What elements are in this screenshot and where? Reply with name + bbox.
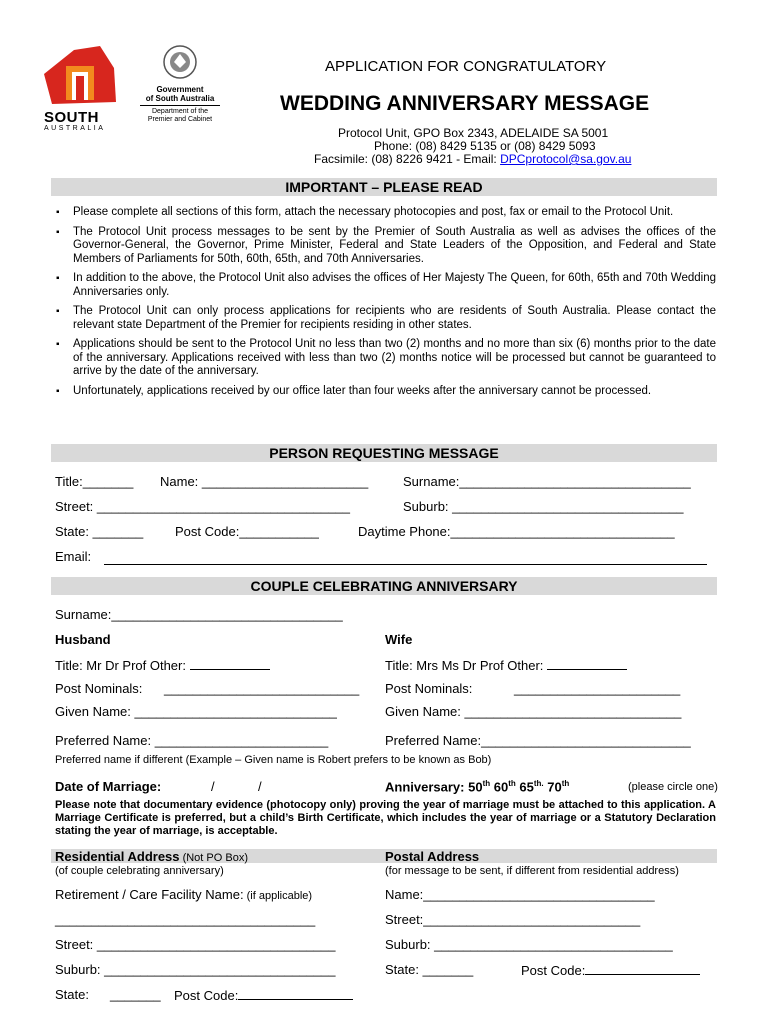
facility-text: Retirement / Care Facility Name: (55, 887, 244, 902)
requester-heading: PERSON REQUESTING MESSAGE (51, 444, 717, 462)
wife-heading: Wife (385, 632, 413, 647)
south-australia-logo (44, 46, 128, 132)
postal-postcode-label: Post Code: (521, 963, 586, 978)
list-item: ▪ Please complete all sections of this form, attach the necessary photocopies and post, fax or email to the Protocol Unit. (56, 206, 716, 220)
government-crest-logo (140, 44, 220, 130)
date-slash-2: / (258, 779, 262, 794)
pre-title: APPLICATION FOR CONGRATULATORY (325, 58, 607, 75)
list-item: ▪ The Protocol Unit process messages to be sent by the Premier of South Australia as well as advises the offices of the Governor-General, the Governor, Prime Minister, Federal and State Leaders of the Opposition, and Federal and State Members of Parliaments for 50th, 60th, 65th, and 70th Anniversaries. (56, 226, 716, 267)
circle-note: (please circle one) (628, 781, 718, 793)
wife-preferred-name-field[interactable]: Preferred Name:_____________________________ (385, 733, 691, 748)
list-item: ▪ Applications should be sent to the Protocol Unit no less than two (2) months and no more than six (6) months prior to the date of the anniversary. Applications received with less than two (2) months notice will be processed but cannot be guaranteed to arrive by the date of the anniversary. (56, 338, 716, 379)
husband-title-field[interactable] (55, 657, 270, 673)
gov-line2: of South Australia (140, 94, 220, 106)
couple-surname-field[interactable]: Surname:________________________________ (55, 607, 343, 622)
anniversary-60[interactable]: 60 (493, 779, 509, 795)
evidence-note: Please note that documentary evidence (photocopy only) proving the year of marriage must be attached to this application. A Marriage Certificate is preferred, but a child’s Birth Certificate, which includes the year of marriage or a Statutory Declaration stating the year of marriage, is acceptable. (55, 799, 716, 837)
email-link[interactable]: DPCprotocol@sa.gov.au (500, 152, 632, 166)
husband-title-label: Title: Mr Dr Prof Other: (55, 658, 190, 673)
wife-title-field[interactable] (385, 657, 627, 673)
protocol-fax-email (314, 152, 631, 166)
list-item: ▪ Unfortunately, applications received by our office later than four weeks after the anniversary cannot be processed. (56, 385, 716, 399)
husband-post-nominals-label: Post Nominals: (55, 681, 143, 696)
dept-line2: Premier and Cabinet (147, 116, 213, 123)
preferred-name-note: Preferred name if different (Example – Given name is Robert prefers to be known as Bob) (55, 754, 492, 766)
postal-postcode-field[interactable] (521, 962, 700, 978)
sup-th: th (561, 779, 570, 788)
husband-other-input[interactable] (190, 657, 270, 670)
residential-postcode-field[interactable] (174, 987, 353, 1003)
res-heading-text: Residential Address (55, 849, 180, 864)
protocol-address: Protocol Unit, GPO Box 2343, ADELAIDE SA 5001 (338, 126, 609, 140)
postal-name-field[interactable]: Name:________________________________ (385, 887, 655, 902)
wife-post-nominals-field[interactable]: _______________________ (514, 681, 681, 696)
facility-name-field[interactable]: ____________________________________ (55, 912, 316, 927)
res-sub-text: (Not PO Box) (179, 852, 248, 864)
husband-heading: Husband (55, 632, 111, 647)
postal-address-note: (for message to be sent, if different from residential address) (385, 865, 679, 877)
residential-address-heading (55, 849, 248, 864)
facility-name-label (55, 887, 312, 902)
date-slash-1: / (211, 779, 215, 794)
residential-state-field[interactable]: _______ (110, 987, 161, 1002)
fax-text: Facsimile: (08) 8226 9421 - Email: (314, 152, 501, 166)
residential-street-field[interactable]: Street: _________________________________ (55, 937, 336, 952)
postal-street-field[interactable]: Street:______________________________ (385, 912, 641, 927)
requester-name-field[interactable]: Name: _______________________ (160, 474, 369, 489)
requester-street-field[interactable]: Street: ___________________________________ (55, 499, 350, 514)
sup-th: th (508, 779, 516, 788)
anniversary-50[interactable]: Anniversary: 50 (385, 779, 483, 795)
anniversary-options[interactable] (385, 779, 569, 794)
postal-postcode-input[interactable] (585, 962, 700, 975)
postal-address-heading: Postal Address (385, 849, 480, 864)
postal-suburb-field[interactable]: Suburb: _________________________________ (385, 937, 673, 952)
important-heading: IMPORTANT – PLEASE READ (51, 178, 717, 196)
requester-email-label: Email: (55, 549, 92, 564)
anniversary-65[interactable]: 65 (519, 779, 534, 795)
residential-state-label: State: (55, 987, 89, 1002)
husband-post-nominals-field[interactable]: ___________________________ (164, 681, 360, 696)
list-item: ▪ In addition to the above, the Protocol Unit also advises the offices of Her Majesty The Queen, for 60th, 65th and 70th Wedding Anniversaries only. (56, 272, 716, 299)
requester-state-field[interactable]: State: _______ (55, 524, 144, 539)
date-of-marriage-label: Date of Marriage: (55, 779, 162, 794)
postal-state-field[interactable]: State: _______ (385, 962, 474, 977)
requester-surname-field[interactable]: Surname:________________________________ (403, 474, 691, 489)
requester-suburb-field[interactable]: Suburb: ________________________________ (403, 499, 684, 514)
residential-address-note: (of couple celebrating anniversary) (55, 865, 224, 877)
sup-th: th. (533, 779, 544, 788)
logo-south-text: SOUTH (44, 109, 99, 126)
requester-email-input[interactable] (104, 564, 707, 565)
residential-suburb-field[interactable]: Suburb: ________________________________ (55, 962, 336, 977)
requester-phone-field[interactable]: Daytime Phone:_______________________________ (358, 524, 675, 539)
dept-line1: Department of the (151, 108, 209, 115)
husband-given-name-field[interactable]: Given Name: ____________________________ (55, 704, 337, 719)
wife-post-nominals-label: Post Nominals: (385, 681, 473, 696)
page-title: WEDDING ANNIVERSARY MESSAGE (280, 92, 650, 115)
crest-icon (160, 44, 200, 80)
requester-title-field[interactable]: Title:_______ (55, 474, 134, 489)
residential-postcode-label: Post Code: (174, 988, 239, 1003)
husband-preferred-name-field[interactable]: Preferred Name: ________________________ (55, 733, 329, 748)
wife-title-label: Title: Mrs Ms Dr Prof Other: (385, 658, 548, 673)
gov-line1: Government (156, 85, 204, 94)
anniversary-70[interactable]: 70 (547, 779, 562, 795)
wife-given-name-field[interactable]: Given Name: ______________________________ (385, 704, 682, 719)
important-list (56, 206, 716, 404)
list-item: ▪ The Protocol Unit can only process applications for recipients who are residents of South Australia. Please contact the relevant state Department of the Premier for recipients residing in other states. (56, 305, 716, 332)
couple-heading: COUPLE CELEBRATING ANNIVERSARY (51, 577, 717, 595)
residential-postcode-input[interactable] (238, 987, 353, 1000)
logo-australia-text: AUSTRALIA (44, 125, 106, 132)
facility-note: (if applicable) (243, 890, 313, 902)
sup-th: th (482, 779, 491, 788)
protocol-phone: Phone: (08) 8429 5135 or (08) 8429 5093 (374, 139, 596, 153)
requester-postcode-field[interactable]: Post Code:___________ (175, 524, 319, 539)
wife-other-input[interactable] (547, 657, 627, 670)
